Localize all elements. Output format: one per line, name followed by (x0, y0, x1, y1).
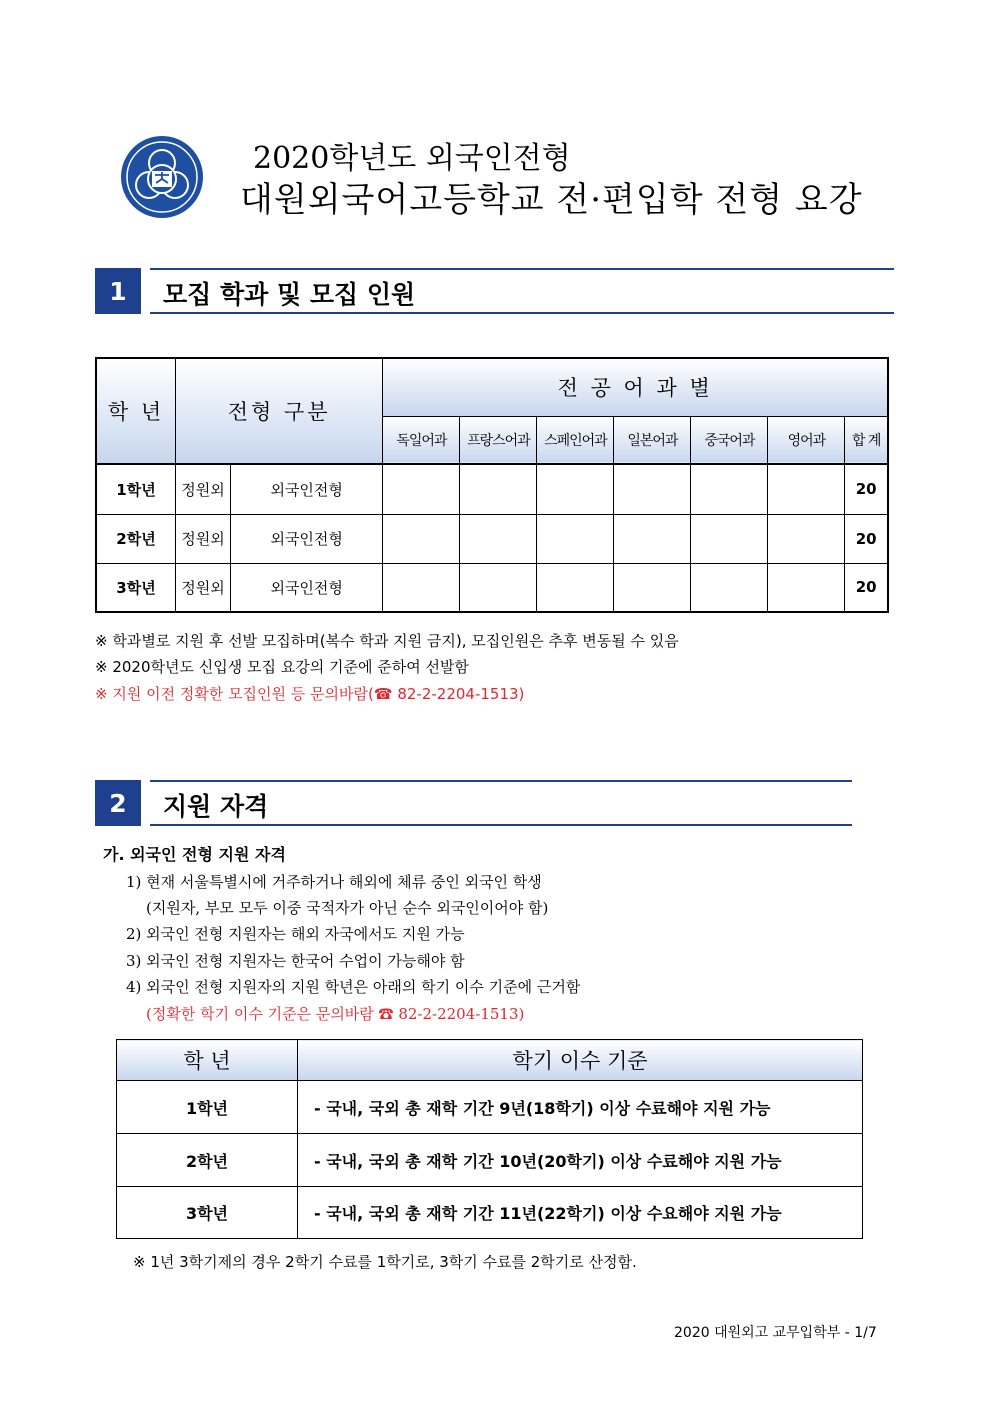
semester-footnote: ※ 1년 3학기제의 경우 2학기 수료를 1학기로, 3학기 수료를 2학기로 산정함. (133, 1253, 637, 1271)
table-row (96, 464, 888, 514)
cell-empty (460, 464, 537, 514)
col-total-header: 합 계 (845, 416, 888, 464)
row-quota: 정원외 (176, 464, 231, 514)
page-footer: 2020 대원외고 교무입학부 - 1/7 (674, 1325, 877, 1341)
school-logo (120, 135, 204, 219)
major-english: 영어과 (768, 416, 845, 464)
row-quota: 정원외 (176, 514, 231, 563)
cell-empty (537, 464, 614, 514)
note-2: ※ 2020학년도 신입생 모집 요강의 기준에 준하여 선발함 (95, 658, 469, 676)
table-row (117, 1081, 863, 1134)
row-type: 외국인전형 (231, 563, 383, 612)
eligibility-item-4: 4) 외국인 전형 지원자의 지원 학년은 아래의 학기 이수 기준에 근거함 (126, 978, 581, 996)
row-criteria: - 국내, 국외 총 재학 기간 11년(22학기) 이상 수요해야 지원 가능 (298, 1187, 863, 1239)
section-2-bottom-rule (150, 824, 852, 826)
cell-empty (537, 563, 614, 612)
section-1-top-rule (150, 268, 894, 270)
row-quota: 정원외 (176, 563, 231, 612)
row-grade: 2학년 (96, 514, 176, 563)
col-major-header: 전 공 어 과 별 (383, 358, 888, 416)
sub-title-eligibility: 가. 외국인 전형 지원 자격 (103, 845, 286, 864)
eligibility-contact: (정확한 학기 이수 기준은 문의바람 ☎ 82-2-2204-1513) (146, 1005, 525, 1023)
section-1-number: 1 (95, 268, 141, 314)
note-1: ※ 학과별로 지원 후 선발 모집하며(복수 학과 지원 금지), 모집인원은 추후 변동될 수 있음 (95, 632, 679, 650)
major-japanese: 일본어과 (614, 416, 691, 464)
col-grade-header: 학 년 (96, 358, 176, 464)
eligibility-item-3: 3) 외국인 전형 지원자는 한국어 수업이 가능해야 함 (126, 952, 465, 970)
row-total: 20 (845, 563, 888, 612)
cell-empty (691, 514, 768, 563)
table-row (117, 1187, 863, 1239)
major-german: 독일어과 (383, 416, 460, 464)
major-french: 프랑스어과 (460, 416, 537, 464)
cell-empty (768, 563, 845, 612)
cell-empty (768, 464, 845, 514)
section-2-top-rule (150, 780, 852, 782)
cell-empty (691, 563, 768, 612)
cell-empty (614, 464, 691, 514)
row-total: 20 (845, 514, 888, 563)
row-type: 외국인전형 (231, 514, 383, 563)
major-chinese: 중국어과 (691, 416, 768, 464)
recruitment-table (95, 357, 889, 613)
col-criteria-header: 학기 이수 기준 (298, 1040, 863, 1081)
row-grade: 2학년 (117, 1134, 298, 1187)
cell-empty (614, 563, 691, 612)
section-1-bottom-rule (150, 312, 894, 314)
major-spanish: 스페인어과 (537, 416, 614, 464)
semester-criteria-table (116, 1039, 863, 1239)
title-line-2: 대원외국어고등학교 전·편입학 전형 요강 (240, 180, 863, 220)
row-type: 외국인전형 (231, 464, 383, 514)
row-total: 20 (845, 464, 888, 514)
row-criteria: - 국내, 국외 총 재학 기간 9년(18학기) 이상 수료해야 지원 가능 (298, 1081, 863, 1134)
table-row (117, 1134, 863, 1187)
cell-empty (460, 514, 537, 563)
section-2-title: 지원 자격 (163, 792, 269, 821)
col-grade-header: 학 년 (117, 1040, 298, 1081)
cell-empty (537, 514, 614, 563)
cell-empty (383, 514, 460, 563)
row-grade: 3학년 (117, 1187, 298, 1239)
title-line-1: 2020학년도 외국인전형 (253, 141, 571, 176)
cell-empty (691, 464, 768, 514)
row-grade: 1학년 (96, 464, 176, 514)
cell-empty (614, 514, 691, 563)
table-row (96, 514, 888, 563)
row-grade: 3학년 (96, 563, 176, 612)
row-criteria: - 국내, 국외 총 재학 기간 10년(20학기) 이상 수료해야 지원 가능 (298, 1134, 863, 1187)
row-grade: 1학년 (117, 1081, 298, 1134)
cell-empty (383, 563, 460, 612)
eligibility-item-1-note: (지원자, 부모 모두 이중 국적자가 아닌 순수 외국인이어야 함) (146, 899, 549, 917)
col-type-header: 전형 구분 (176, 358, 383, 464)
cell-empty (768, 514, 845, 563)
table-row (96, 563, 888, 612)
section-2-number: 2 (95, 780, 141, 826)
note-3-contact: ※ 지원 이전 정확한 모집인원 등 문의바람(☎ 82-2-2204-1513) (95, 685, 525, 703)
cell-empty (383, 464, 460, 514)
cell-empty (460, 563, 537, 612)
section-1-title: 모집 학과 및 모집 인원 (163, 280, 416, 309)
eligibility-item-2: 2) 외국인 전형 지원자는 해외 자국에서도 지원 가능 (126, 925, 465, 943)
eligibility-item-1: 1) 현재 서울특별시에 거주하거나 해외에 체류 중인 외국인 학생 (126, 873, 542, 891)
